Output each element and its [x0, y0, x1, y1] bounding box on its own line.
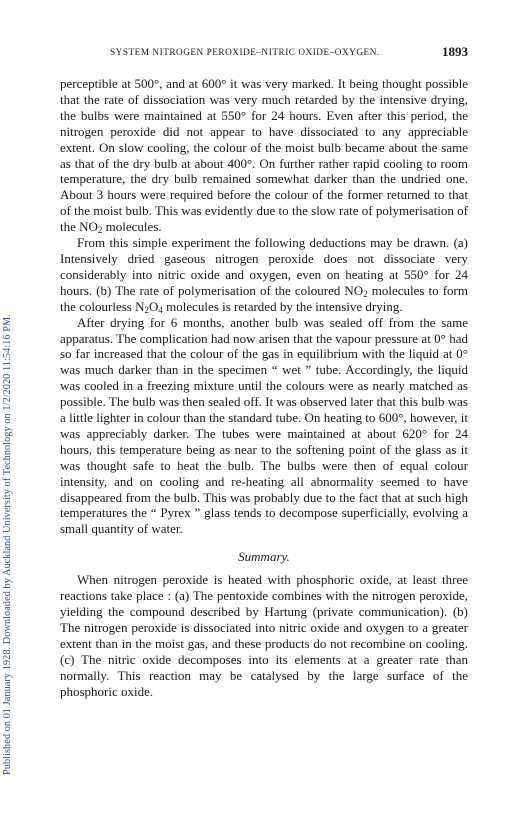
subscript: 4: [158, 304, 163, 315]
paragraph-1-text: perceptible at 500°, and at 600° it was very marked. It being thought possible that the rate of dissociation was very much retarded by the intensive drying, the bulbs were maintained at 550° for 24 hours. Even after this period, the nitrogen peroxide did not appear to have dissociated to any appreciable extent. On slow cooling, the colour of the moist bulb became about the same as that of the dry bulb at about 400°. On further rather rapid cooling to room temperature, the dry bulb remained somewhat darker than the undried one. About 3 hours were required before the colour of the former returned to that of the moist bulb. This was evidently due to the slow rate of polymerisation of the NO: [60, 76, 468, 235]
article-body: [60, 76, 468, 699]
download-watermark-text: Published on 01 January 1928. Downloaded by Auckland University of Technology on 1/2/2020 11:54:16 PM.: [2, 314, 13, 775]
paragraph-3: After drying for 6 months, another bulb was sealed off from the same apparatus. The complication had now arisen that the vapour pressure at 0° had so far increased that the colour of the gas in equilibrium with the liquid at 0° was much darker than in the specimen “ wet ” tube. Accordingly, the liquid was cooled in a freezing mixture until the colours were as nearly matched as possible. The bulb was then sealed off. It was observed later that this bulb was a little lighter in colour than the standard tube. On heating to 600°, however, it was appreciably darker. The tubes were maintained at about 620° for 24 hours, this temperature being as near to the softening point of the glass as it was thought safe to heat the bulb. The bulbs were then of equal colour intensity, and on cooling and re-heating all abnormality seemed to have disappeared from the bulb. This was probably due to the fact that at such high temperatures the “ Pyrex ” glass tends to decompose superficially, evolving a small quantity of water.: [60, 314, 468, 537]
paragraph-2: [60, 235, 468, 315]
paragraph-1: [60, 76, 468, 235]
paragraph-1-end: molecules.: [102, 219, 162, 235]
summary-paragraph: When nitrogen peroxide is heated with phosphoric oxide, at least three reactions take place : (a) The pentoxide combines with the nitrogen peroxide, yielding the compound described by Hartung (private communication). (b) The nitrogen peroxide is dissociated into nitric oxide and oxygen to a greater extent than in the moist gas, and these products do not recombine on cooling. (c) The nitric oxide decomposes into its elements at a greater rate than normally. This reaction may be catalysed by the large surface of the phosphoric oxide.: [60, 572, 468, 699]
download-watermark: [0, 40, 18, 775]
paragraph-2-text: From this simple experiment the following deductions may be drawn. (a) Intensively dried gaseous nitrogen peroxide does not dissociate very considerably into nitric oxide and oxygen, even on heating at 550° for 24 hours. (b) The rate of polymerisation of the coloured NO: [60, 235, 468, 298]
paragraph-2-text-b: molecules to form the colourless N: [60, 282, 468, 314]
paragraph-2-text-c: O: [148, 298, 159, 314]
subscript: 2: [363, 288, 368, 299]
page-header: [60, 46, 468, 60]
page-number: 1893: [442, 44, 468, 59]
paragraph-2-end: molecules is retarded by the intensive drying.: [162, 298, 403, 314]
subscript: 2: [144, 304, 149, 315]
running-title: SYSTEM NITROGEN PEROXIDE–NITRIC OXIDE–OXYGEN.: [110, 47, 380, 57]
summary-heading: Summary.: [238, 549, 290, 565]
subscript: 2: [97, 225, 103, 236]
